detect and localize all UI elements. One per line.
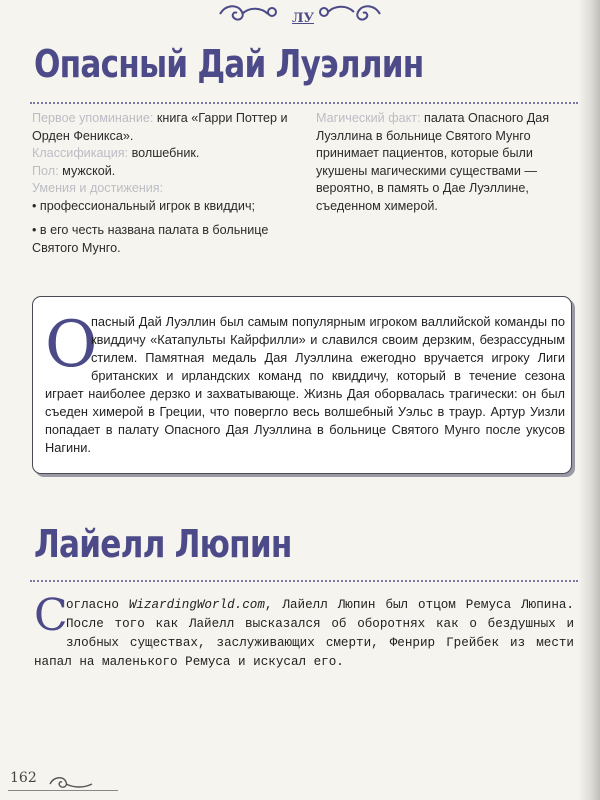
entry-title-2: Лайелл Люпин [34, 522, 292, 566]
facts-left-column [32, 110, 304, 257]
fact-gender: Пол: мужской. [32, 163, 116, 178]
entry2-dropcap: С [34, 590, 68, 641]
entry2-text: С огласно WizardingWorld.com, Лайелл Люпин был отцом Ремуса Люпина. После того как Лайелл высказался об оборотнях как о бездушных и злобных существах, заслуживающих смерти, Фенрир Грейбек из мести напал на маленького Ремуса и искусал его. [34, 590, 574, 669]
entry-title-1: Опасный Дай Луэллин [34, 42, 424, 86]
fact-skills: Умения и достижения: [32, 181, 164, 195]
book-spine-shadow [578, 0, 600, 800]
fact-first-mention: Первое упоминание: книга «Гарри Поттер и Орден Феникса». [32, 111, 288, 143]
achievement-item: • в его честь названа палата в больнице Святого Мунго. [32, 223, 269, 255]
letter-tab-text: ЛУ [291, 11, 315, 26]
bio-text: О пасный Дай Луэллин был самым популярным игроком валлийской команды по квиддичу «Катапульты Кайрфилли» и славился своим дерзким, безрассудным стилем. Памятная медаль Дая Луэллина ежегодно вручается игроку Лиги британских и ирландских команд по квиддичу, который в течение сезона играет наиболее дерзко и захватывающе. Жизнь Дая оборвалась трагически: он был съеден химерой в Греции, что повергло весь волшебный Уэльс в траур. Артур Уизли попадает в палату Опасного Дая Луэллина в больнице Святого Мунго после укусов Нагини. [45, 308, 565, 455]
page-number: 162 [10, 770, 37, 786]
fact-magic: Магический факт: палата Опасного Дая Луэллина в больнице Святого Мунго принимает пациентов, которые были укушены магическими существами — вероятно, в память о Дае Луэллине, съеденном химерой. [316, 111, 550, 213]
title-divider-2 [30, 580, 578, 582]
title-divider-1 [30, 102, 578, 104]
footer-ornament-icon [40, 766, 120, 796]
bio-dropcap: О [45, 308, 98, 382]
facts-right-column [316, 110, 578, 215]
fact-classification: Классификация: волшебник. [32, 146, 200, 160]
achievement-item: • профессиональный игрок в квиддич; [32, 198, 256, 213]
bio-box [32, 296, 572, 474]
source-name: WizardingWorld.com [128, 598, 265, 612]
letter-tab [285, 0, 321, 30]
footer-line [8, 790, 118, 791]
